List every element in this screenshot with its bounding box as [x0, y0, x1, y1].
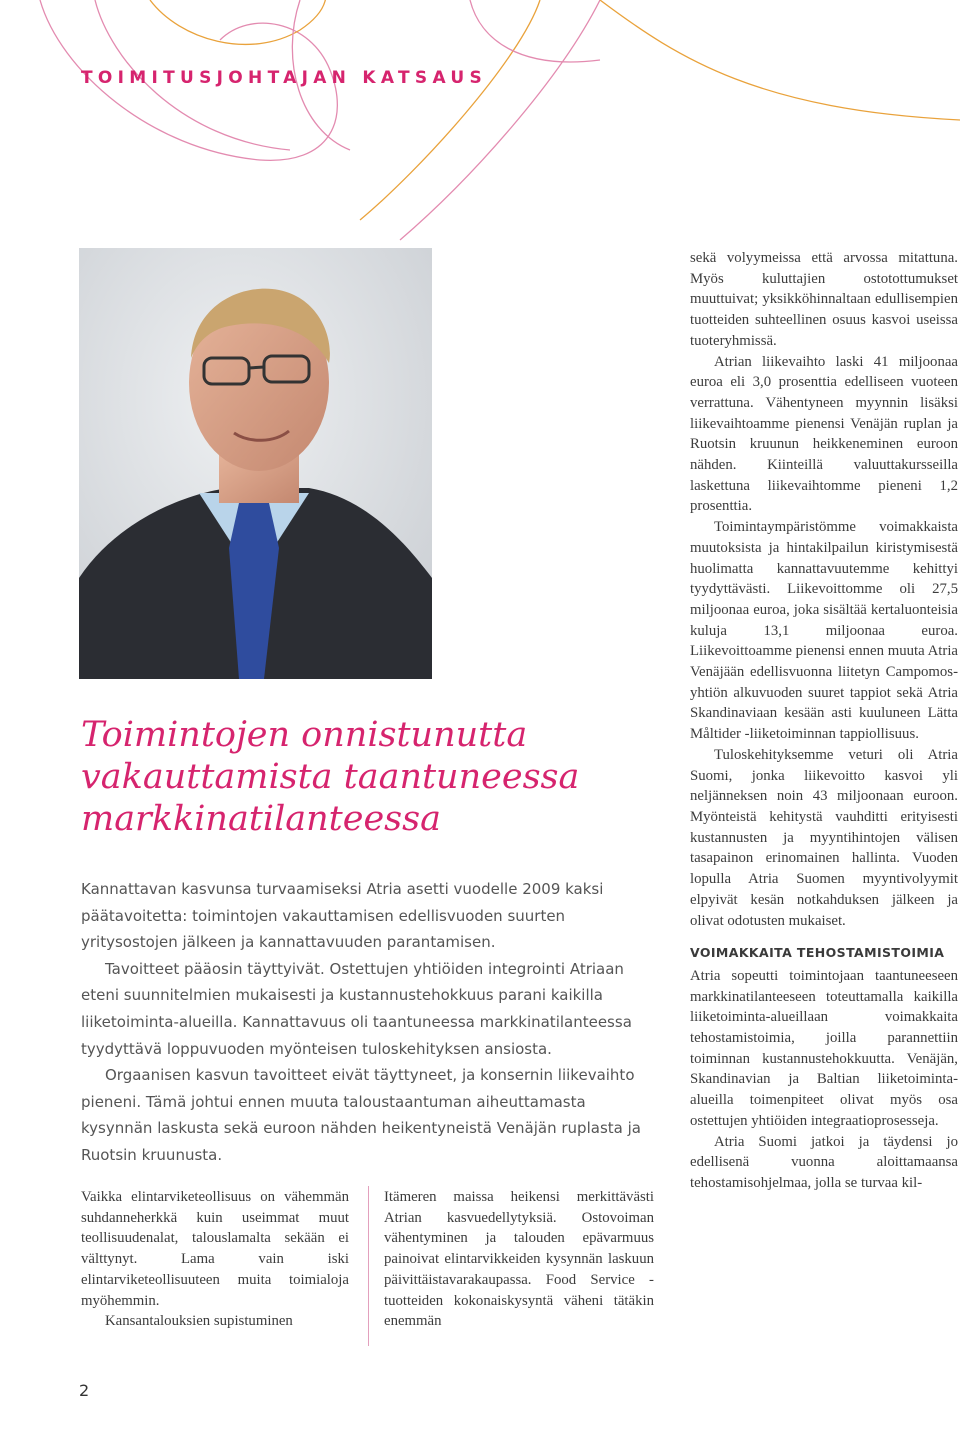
body-paragraph: sekä volyymeissa että arvossa mitattuna. Myös kuluttajien ostotottumukset muuttuivat; yksikköhinnaltaan edullisempien tuotteiden suhteellinen osuus kasvoi useissa tuoteryhmissä.	[690, 250, 958, 349]
body-column-3	[690, 248, 958, 1194]
headline	[81, 714, 641, 840]
body-paragraph: Tuloskehityksemme veturi oli Atria Suomi, jonka liikevoitto kasvoi yli neljänneksen noin 43 miljoonaan euroon. Myönteistä kehitystä vauhditti erityisesti kustannusten ja myyntihintojen välisen tasapainon erinomainen hallinta. Vuoden lopulla Atria Suomen myyntivolyymit elpyivät kesän notkahduksen jälkeen ja olivat odotusten mukaiset.	[690, 746, 958, 929]
headline-line: Toimintojen onnistunutta	[81, 715, 528, 755]
lead-paragraphs	[81, 876, 647, 1169]
page-number: 2	[79, 1381, 90, 1400]
column-divider	[368, 1186, 369, 1346]
ceo-portrait-photo	[79, 248, 432, 679]
body-paragraph: Atria Suomi jatkoi ja täydensi jo edellisenä vuonna aloittamaansa tehostamisohjelmaa, jolla se turvaa kil-	[690, 1133, 958, 1191]
decorative-swirl	[0, 0, 960, 260]
body-paragraph: Atria sopeutti toimintojaan taantuneeseen markkinatilanteeseen toteuttamalla kaikilla liiketoiminta-alueillaan voimakkaita tehostamistoimia, joilla parannettiin toiminnan kustannustehokkuutta. Venäjän, Skandinavian ja Baltian liiketoiminta-alueilla toimenpiteet olivat myös osa ostettujen yhtiöiden integraatioprosesseja.	[690, 967, 958, 1129]
section-title: TOIMITUSJOHTAJAN KATSAUS	[81, 68, 488, 88]
body-paragraph: Kansantalouksien supistuminen	[105, 1313, 293, 1330]
lead-paragraph: Tavoitteet pääosin täyttyivät. Ostettujen yhtiöiden integrointi Atriaan eteni suunnitelmien mukaisesti ja kustannustehokkuus parani kaikilla liiketoiminta-alueilla. Kannattavuus oli taantuneessa markkinatilanteessa tyydyttävä loppuvuoden myönteisen tuloskehityksen ansiosta.	[81, 959, 632, 1058]
headline-line: markkinatilanteessa	[81, 799, 441, 839]
body-paragraph: Atrian liikevaihto laski 41 miljoonaa euroa eli 3,0 prosenttia edelliseen vuoteen verrattuna. Vähentyneen myynnin lisäksi liikevaihtoamme pienensi Venäjän ruplan ja Ruotsin kruunun heikkeneminen euroon nähden. Kiinteillä valuuttakursseilla laskettuna liikevaihtomme pieneni 1,2 prosenttia.	[690, 353, 958, 515]
body-paragraph: Vaikka elintarviketeollisuus on vähemmän suhdanneherkkä kuin useimmat muut teollisuudenalat, talouslamalta sekään ei välttynyt. Lama vain iski elintarviketeollisuuteen muita toimialoja myöhemmin.	[81, 1189, 349, 1309]
lead-paragraph: Orgaanisen kasvun tavoitteet eivät täyttyneet, ja konsernin liikevaihto pieneni. Tämä johtui ennen muuta taloustaantuman aiheuttamasta kysynnän laskusta sekä euroon nähden heikentyneistä Venäjän ruplasta ja Ruotsin kruunusta.	[81, 1066, 641, 1164]
headline-line: vakauttamista taantuneessa	[81, 757, 580, 797]
lead-paragraph: Kannattavan kasvunsa turvaamiseksi Atria asetti vuodelle 2009 kaksi päätavoitetta: toimintojen vakauttamisen edellisvuoden suurten yritysostojen jälkeen ja kannattavuuden parantamisen.	[81, 880, 604, 952]
subheading: VOIMAKKAITA TEHOSTAMISTOIMIA	[690, 945, 945, 961]
body-column-2	[384, 1187, 654, 1332]
body-column-1	[81, 1187, 349, 1332]
body-paragraph: Itämeren maissa heikensi merkittävästi Atrian kasvuedellytyksiä. Ostovoiman vähentyminen ja talouden epävarmuus painoivat elintarvikkeiden kysynnän laskuun päivittäistavarakaupassa. Food Service -tuotteiden kokonaiskysyntä väheni tätäkin enemmän	[384, 1189, 654, 1330]
body-paragraph: Toimintaympäristömme voimakkaista muutoksista ja hintakilpailun kiristymisestä huolimatta kannattavuutemme kehittyi tyydyttävästi. Liikevoittomme oli 27,5 miljoonaa euroa, joka sisältää kertaluonteisia kuluja 13,1 miljoonaa euroa. Liikevoittoamme pienensi ennen muuta Atria Venäjään edellisvuonna liitetyn Campomos-yhtiön alkuvuoden suuret tappiot sekä Atria Skandinaviaan kesään asti kuuluneen Lätta Måltider -liiketoiminnan tappiollisuus.	[690, 519, 958, 743]
